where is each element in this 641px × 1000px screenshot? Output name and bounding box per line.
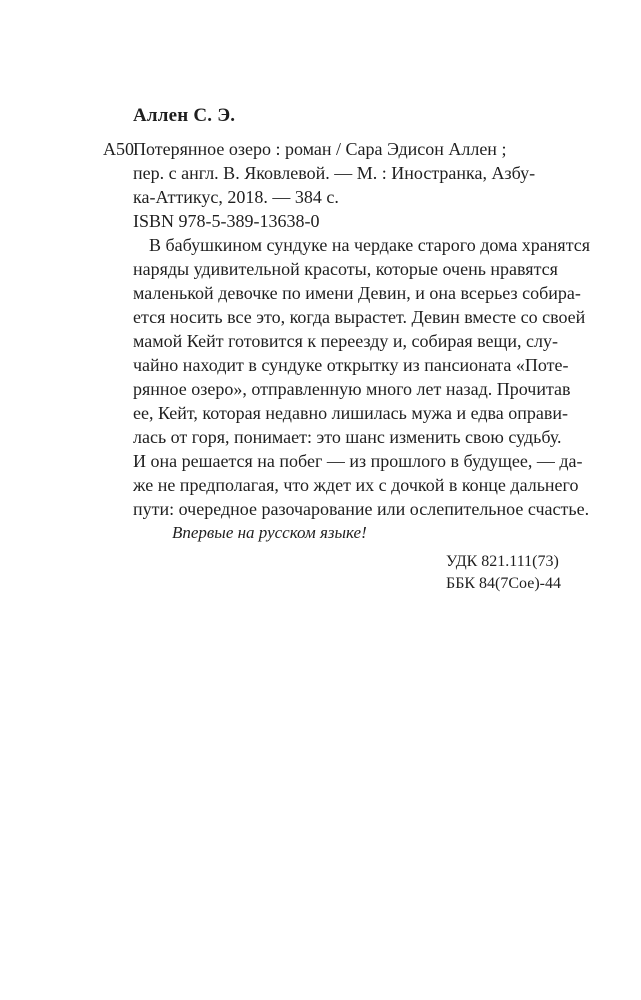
isbn-line: ISBN 978-5-389-13638-0 <box>133 211 320 231</box>
udk-code: УДК 821.111(73) <box>446 553 559 570</box>
annotation-line: ется носить все это, когда вырастет. Девин вместе со своей <box>133 307 586 327</box>
description-line: ка-Аттикус, 2018. — 384 с. <box>133 187 339 207</box>
annotation-line: ее, Кейт, которая недавно лишилась мужа и едва оправи- <box>133 403 568 423</box>
annotation-line: мамой Кейт готовится к переезду и, собирая вещи, слу- <box>133 331 558 351</box>
author-heading: Аллен С. Э. <box>133 105 236 126</box>
description-line: Потерянное озеро : роман / Сара Эдисон Аллен ; <box>133 139 507 159</box>
first-edition-note: Впервые на русском языке! <box>172 523 367 542</box>
annotation-line: маленькой девочке по имени Девин, и она всерьез собира- <box>133 283 581 303</box>
annotation-line: чайно находит в сундуке открытку из пансионата «Поте- <box>133 355 569 375</box>
annotation-line: И она решается на побег — из прошлого в будущее, — да- <box>133 451 583 471</box>
author-mark-code: А50 <box>103 139 134 159</box>
annotation-line: наряды удивительной красоты, которые очень нравятся <box>133 259 558 279</box>
annotation-line: В бабушкином сундуке на чердаке старого дома хранятся <box>149 235 591 255</box>
annotation-line: пути: очередное разочарование или ослепительное счастье. <box>133 499 590 519</box>
bbk-code: ББК 84(7Сое)-44 <box>446 575 561 592</box>
description-line: пер. с англ. В. Яковлевой. — М. : Иностранка, Азбу- <box>133 163 536 183</box>
annotation-line: рянное озеро», отправленную много лет назад. Прочитав <box>133 379 571 399</box>
annotation-line: же не предполагая, что ждет их с дочкой в конце дальнего <box>133 475 579 495</box>
annotation-line: лась от горя, понимает: это шанс изменить свою судьбу. <box>133 427 562 447</box>
